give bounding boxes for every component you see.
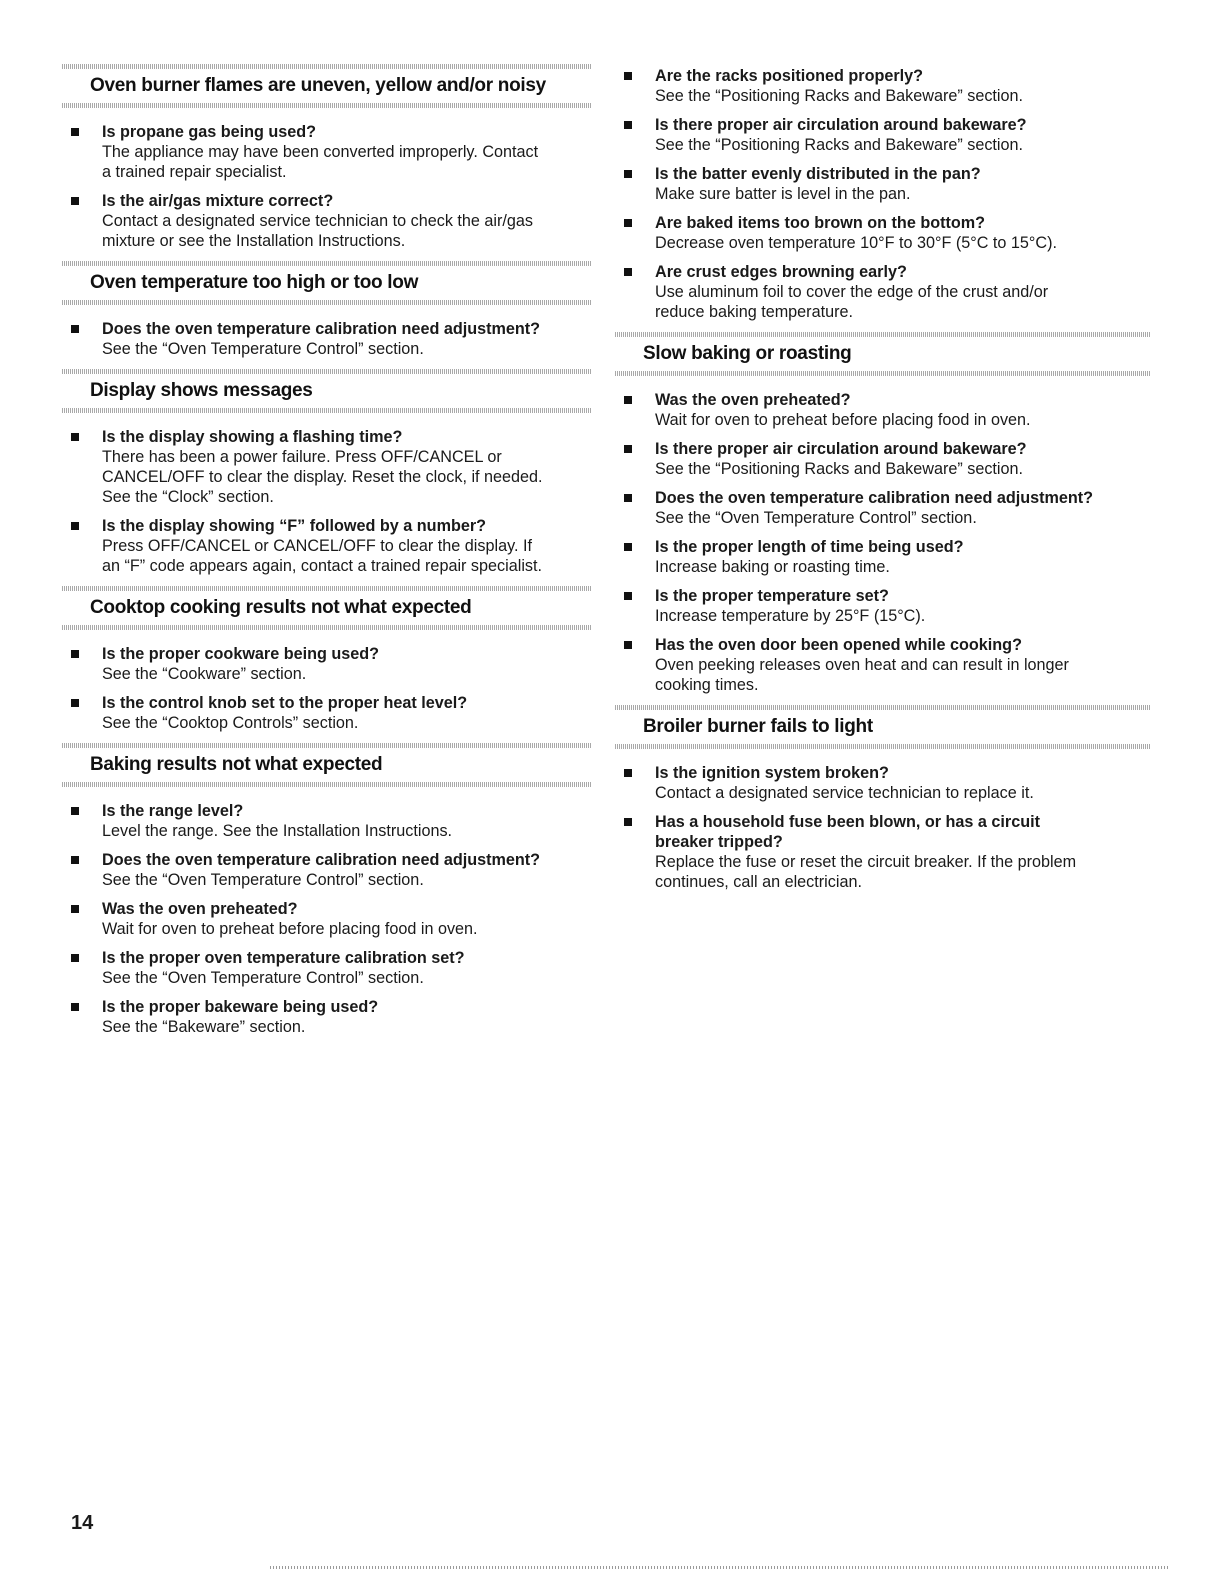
item-answer: The appliance may have been converted improperly. Contact a trained repair specialist. — [102, 143, 539, 181]
section-heading: Broiler burner fails to light — [643, 716, 873, 737]
item-answer: Wait for oven to preheat before placing food in oven. — [655, 411, 1031, 429]
heading-rule-bottom — [62, 408, 592, 413]
heading-rule-top — [62, 64, 592, 69]
item-question: Is the proper length of time being used? — [655, 538, 964, 556]
item-question: Is the proper oven temperature calibration set? — [102, 949, 465, 967]
item-answer: See the “Oven Temperature Control” section. — [102, 340, 424, 358]
item-answer: Replace the fuse or reset the circuit breaker. If the problem continues, call an electrician. — [655, 853, 1077, 891]
heading-rule-top — [62, 586, 592, 591]
item-answer: Make sure batter is level in the pan. — [655, 185, 911, 203]
square-bullet-icon — [71, 433, 79, 441]
heading-rule-bottom — [62, 782, 592, 787]
list-item — [62, 850, 592, 890]
section-broiler-burner — [615, 705, 1150, 892]
list-item — [615, 213, 1150, 253]
item-question: Are baked items too brown on the bottom? — [655, 214, 986, 232]
heading-rule-top — [615, 705, 1150, 710]
list-item — [615, 488, 1150, 528]
heading-rule-bottom — [615, 371, 1150, 376]
square-bullet-icon — [624, 494, 632, 502]
heading-rule-top — [62, 743, 592, 748]
heading-rule-top — [62, 261, 592, 266]
item-answer: Increase baking or roasting time. — [655, 558, 890, 576]
item-question: Does the oven temperature calibration need adjustment? — [655, 489, 1094, 507]
item-answer: Use aluminum foil to cover the edge of the crust and/or reduce baking temperature. — [655, 283, 1049, 321]
square-bullet-icon — [624, 219, 632, 227]
section-display-messages — [62, 369, 592, 576]
heading-rule-top — [615, 332, 1150, 337]
heading-rule-bottom — [62, 103, 592, 108]
section-heading: Oven temperature too high or too low — [90, 272, 419, 293]
list-item — [62, 997, 592, 1037]
list-item — [62, 644, 592, 684]
item-question: Is propane gas being used? — [102, 123, 317, 141]
item-answer: See the “Positioning Racks and Bakeware” section. — [655, 136, 1024, 154]
list-item — [615, 164, 1150, 204]
item-answer: See the “Positioning Racks and Bakeware” section. — [655, 87, 1024, 105]
list-item — [62, 899, 592, 939]
left-column — [62, 64, 592, 1047]
list-item — [615, 66, 1150, 106]
list-item — [615, 537, 1150, 577]
item-question: Was the oven preheated? — [655, 391, 851, 409]
list-item — [62, 801, 592, 841]
square-bullet-icon — [624, 268, 632, 276]
section-cooktop-results — [62, 586, 592, 733]
list-item — [62, 122, 592, 182]
item-question: Is the display showing a flashing time? — [102, 428, 403, 446]
heading-rule-bottom — [62, 625, 592, 630]
item-question: Is the ignition system broken? — [655, 764, 889, 782]
item-answer: See the “Cookware” section. — [102, 665, 307, 683]
square-bullet-icon — [71, 325, 79, 333]
item-question: Is the air/gas mixture correct? — [102, 192, 334, 210]
item-answer: Wait for oven to preheat before placing food in oven. — [102, 920, 478, 938]
item-question: Is the proper bakeware being used? — [102, 998, 379, 1016]
item-answer: Increase temperature by 25°F (15°C). — [655, 607, 926, 625]
item-question: Is there proper air circulation around bakeware? — [655, 116, 1027, 134]
item-answer: See the “Oven Temperature Control” section. — [102, 969, 424, 987]
square-bullet-icon — [71, 128, 79, 136]
square-bullet-icon — [624, 170, 632, 178]
item-answer: See the “Oven Temperature Control” section. — [102, 871, 424, 889]
item-answer: See the “Cooktop Controls” section. — [102, 714, 359, 732]
square-bullet-icon — [624, 543, 632, 551]
item-answer: Decrease oven temperature 10°F to 30°F (5°C to 15°C). — [655, 234, 1057, 252]
item-answer: Contact a designated service technician to replace it. — [655, 784, 1034, 802]
heading-rule-bottom — [615, 744, 1150, 749]
item-answer: Contact a designated service technician to check the air/gas mixture or see the Installation Instructions. — [102, 212, 534, 250]
square-bullet-icon — [624, 818, 632, 826]
item-answer: Press OFF/CANCEL or CANCEL/OFF to clear the display. If an “F” code appears again, contact a trained repair specialist. — [102, 537, 543, 575]
item-question: Has the oven door been opened while cooking? — [655, 636, 1022, 654]
square-bullet-icon — [71, 699, 79, 707]
item-question: Is the control knob set to the proper heat level? — [102, 694, 468, 712]
list-item — [62, 319, 592, 359]
item-question: Is there proper air circulation around bakeware? — [655, 440, 1027, 458]
list-item — [62, 516, 592, 576]
heading-rule-bottom — [62, 300, 592, 305]
square-bullet-icon — [71, 954, 79, 962]
item-answer: See the “Bakeware” section. — [102, 1018, 306, 1036]
item-question: Is the range level? — [102, 802, 244, 820]
list-item — [615, 390, 1150, 430]
heading-rule-top — [62, 369, 592, 374]
list-item — [62, 948, 592, 988]
square-bullet-icon — [71, 807, 79, 815]
list-item — [615, 115, 1150, 155]
list-item — [615, 812, 1150, 892]
square-bullet-icon — [71, 522, 79, 530]
item-question: Has a household fuse been blown, or has a circuit breaker tripped? — [655, 813, 1040, 851]
section-slow-baking — [615, 332, 1150, 695]
section-heading: Cooktop cooking results not what expected — [90, 597, 472, 618]
square-bullet-icon — [71, 905, 79, 913]
item-answer: Level the range. See the Installation Instructions. — [102, 822, 453, 840]
square-bullet-icon — [624, 445, 632, 453]
list-item — [62, 191, 592, 251]
section-baking-results-continued — [615, 64, 1150, 322]
footer-rule — [270, 1566, 1170, 1569]
list-item — [615, 586, 1150, 626]
item-answer: Oven peeking releases oven heat and can result in longer cooking times. — [655, 656, 1069, 694]
list-item — [615, 635, 1150, 695]
list-item — [615, 439, 1150, 479]
item-question: Was the oven preheated? — [102, 900, 298, 918]
item-question: Is the proper temperature set? — [655, 587, 889, 605]
right-column — [615, 64, 1150, 902]
list-item — [615, 763, 1150, 803]
square-bullet-icon — [624, 121, 632, 129]
item-answer: There has been a power failure. Press OFF/CANCEL or CANCEL/OFF to clear the display. Reset the clock, if needed. See the “Clock” section. — [102, 448, 543, 506]
square-bullet-icon — [71, 650, 79, 658]
square-bullet-icon — [71, 1003, 79, 1011]
list-item — [62, 427, 592, 507]
item-answer: See the “Oven Temperature Control” section. — [655, 509, 977, 527]
item-question: Does the oven temperature calibration need adjustment? — [102, 320, 541, 338]
section-heading: Baking results not what expected — [90, 754, 383, 775]
square-bullet-icon — [71, 197, 79, 205]
item-question: Is the batter evenly distributed in the pan? — [655, 165, 981, 183]
square-bullet-icon — [624, 769, 632, 777]
section-oven-burner-flames — [62, 64, 592, 251]
page-number: 14 — [71, 1512, 94, 1534]
item-question: Is the proper cookware being used? — [102, 645, 380, 663]
section-heading: Oven burner flames are uneven, yellow and/or noisy — [90, 75, 546, 96]
section-baking-results — [62, 743, 592, 1037]
item-question: Is the display showing “F” followed by a number? — [102, 517, 487, 535]
square-bullet-icon — [624, 592, 632, 600]
square-bullet-icon — [71, 856, 79, 864]
list-item — [62, 693, 592, 733]
list-item — [615, 262, 1150, 322]
square-bullet-icon — [624, 641, 632, 649]
section-heading: Slow baking or roasting — [643, 343, 852, 364]
square-bullet-icon — [624, 72, 632, 80]
item-question: Does the oven temperature calibration need adjustment? — [102, 851, 541, 869]
section-heading: Display shows messages — [90, 380, 313, 401]
item-answer: See the “Positioning Racks and Bakeware” section. — [655, 460, 1024, 478]
item-question: Are the racks positioned properly? — [655, 67, 924, 85]
section-oven-temperature — [62, 261, 592, 359]
item-question: Are crust edges browning early? — [655, 263, 907, 281]
square-bullet-icon — [624, 396, 632, 404]
